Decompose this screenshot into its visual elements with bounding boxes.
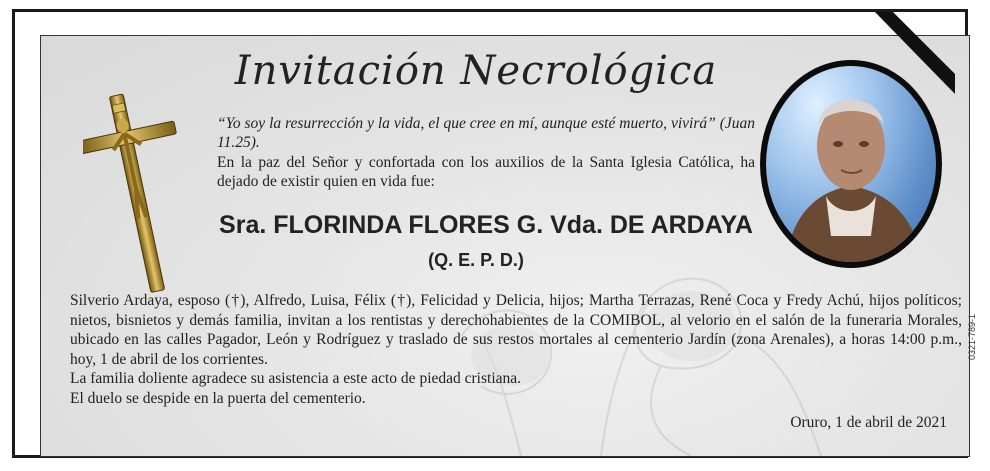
deceased-name: Sra. FLORINDA FLORES G. Vda. DE ARDAYA xyxy=(219,211,753,239)
ad-code: 0321-789-1 xyxy=(967,313,977,360)
body-paragraph-thanks: La familia doliente agradece su asistencia a este acto de piedad cristiana. xyxy=(70,370,522,387)
intro-text: En la paz del Señor y confortada con los auxilios de la Santa Iglesia Católica, ha dejado de existir quien en vida fue: xyxy=(217,154,755,190)
body-paragraph-family: Silverio Ardaya, esposo (†), Alfredo, Luisa, Félix (†), Felicidad y Delicia, hijos; Martha Terrazas, René Coca y Fredy Achú, hijos políticos; nietos, bisnietos y demás familia, invitan a los rentistas y derechohabientes de la COMIBOL, al velorio en el salón de la funeraria Morales, ubicado en las calles Pagador, León y Rodríguez y traslado de sus restos mortales al cementerio Jardín (zona Arenales), a horas 14:00 p.m., hoy, 1 de abril de los corrientes. xyxy=(70,292,962,368)
portrait-photo xyxy=(766,66,936,262)
notice-body xyxy=(70,291,962,408)
bible-quote: “Yo soy la resurrección y la vida, el que cree en mí, aunque esté muerto, vivirá” (Juan 11.25). xyxy=(217,115,755,151)
notice-title: Invitación Necrológica xyxy=(234,48,718,94)
body-paragraph-farewell: El duelo se despide en la puerta del cementerio. xyxy=(70,389,366,407)
portrait-frame xyxy=(760,60,942,268)
page-frame xyxy=(12,9,968,458)
place-date: Oruro, 1 de abril de 2021 xyxy=(790,414,947,431)
qepd-label: (Q. E. P. D.) xyxy=(428,250,524,270)
